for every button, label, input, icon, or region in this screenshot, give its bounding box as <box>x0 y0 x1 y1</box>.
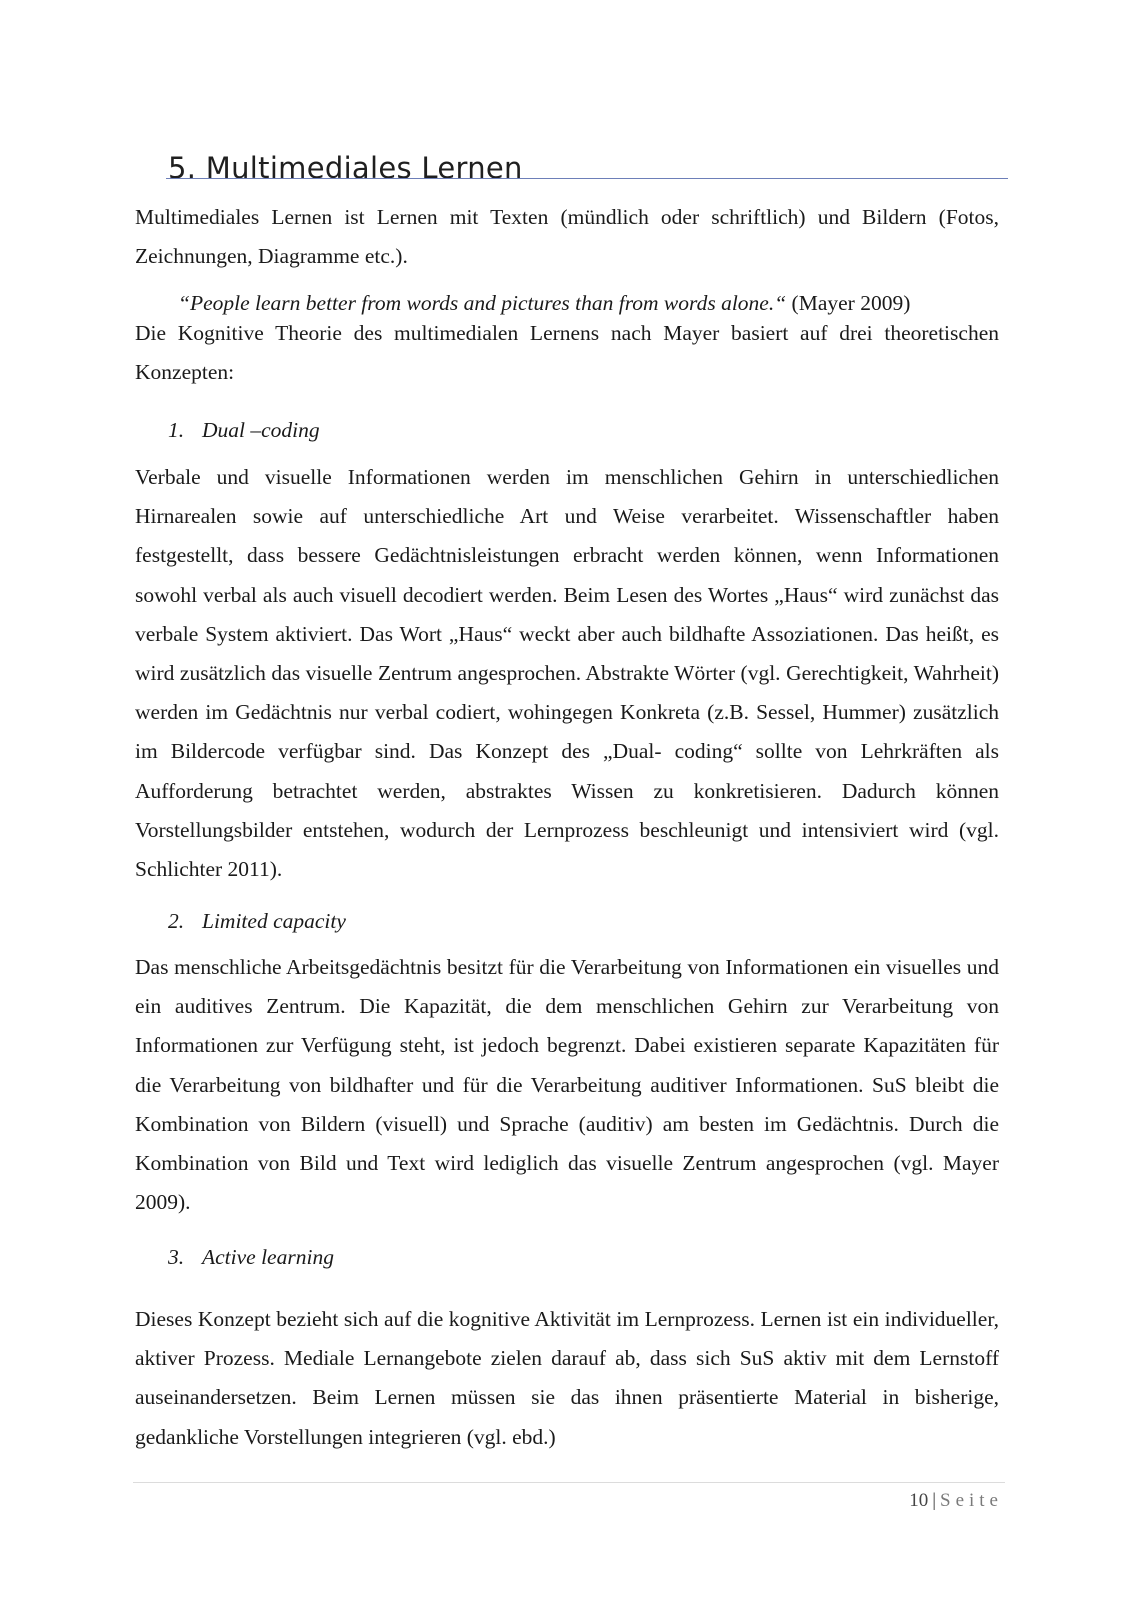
concept-heading-dual-coding <box>168 415 320 445</box>
footer-separator: | <box>932 1490 936 1511</box>
page-footer <box>909 1490 1003 1512</box>
intro-paragraph: Multimediales Lernen ist Lernen mit Texten (mündlich oder schriftlich) und Bildern (Fotos, Zeichnungen, Diagramme etc.). <box>135 205 999 269</box>
theory-paragraph: Die Kognitive Theorie des multimedialen Lernens nach Mayer basiert auf drei theoretischen Konzepten: <box>135 321 999 385</box>
quote-text: “People learn better from words and pictures than from words alone.“ <box>178 291 787 315</box>
concept-number: 1. <box>168 418 185 442</box>
concept-title: Limited capacity <box>202 909 346 933</box>
footer-divider <box>133 1482 1005 1483</box>
page-label: Seite <box>940 1490 1003 1511</box>
concept-heading-active-learning <box>168 1242 334 1272</box>
concept-title: Dual –coding <box>202 418 320 442</box>
section-title: 5. Multimediales Lernen <box>168 151 523 186</box>
concept-title: Active learning <box>202 1245 334 1269</box>
concept-heading-limited-capacity <box>168 906 346 936</box>
concept-text-limited-capacity: Das menschliche Arbeitsgedächtnis besitzt für die Verarbeitung von Informationen ein visuelles und ein auditives Zentrum. Die Kapazität, die dem menschlichen Gehirn zur Verarbeitung von Informationen zur Verfügung steht, ist jedoch begrenzt. Dabei existieren separate Kapazitäten für die Verarbeitung von bildhafter und für die Verarbeitung auditiver Informationen. SuS bleibt die Kombination von Bildern (visuell) und Sprache (auditiv) am besten im Gedächtnis. Durch die Kombination von Bild und Text wird lediglich das visuelle Zentrum angesprochen (vgl. Mayer 2009). <box>135 955 999 1215</box>
concept-text-dual-coding: Verbale und visuelle Informationen werden im menschlichen Gehirn in unterschiedlichen Hirnarealen sowie auf unterschiedliche Art und Weise verarbeitet. Wissenschaftler haben festgestellt, dass bessere Gedächtnisleistungen erbracht werden können, wenn Informationen sowohl verbal als auch visuell decodiert werden. Beim Lesen des Wortes „Haus“ wird zunächst das verbale System aktiviert. Das Wort „Haus“ weckt aber auch bildhafte Assoziationen. Das heißt, es wird zusätzlich das visuelle Zentrum angesprochen. Abstrakte Wörter (vgl. Gerechtigkeit, Wahrheit) werden im Gedächtnis nur verbal codiert, wohingegen Konkreta (z.B. Sessel, Hummer) zusätzlich im Bildercode verfügbar sind. Das Konzept des „Dual- coding“ sollte von Lehrkräften als Aufforderung betrachtet werden, abstraktes Wissen zu konkretisieren. Dadurch können Vorstellungsbilder entstehen, wodurch der Lernprozess beschleunigt und intensiviert wird (vgl. Schlichter 2011). <box>135 465 999 882</box>
page-number: 10 <box>909 1490 929 1511</box>
concept-number: 3. <box>168 1245 185 1269</box>
concept-number: 2. <box>168 909 185 933</box>
title-underline <box>166 178 1008 179</box>
concept-text-active-learning: Dieses Konzept bezieht sich auf die kognitive Aktivität im Lernprozess. Lernen ist ein individueller, aktiver Prozess. Mediale Lernangebote zielen darauf ab, dass sich SuS aktiv mit dem Lernstoff auseinandersetzen. Beim Lernen müssen sie das ihnen präsentierte Material in bisherige, gedankliche Vorstellungen integrieren (vgl. ebd.) <box>135 1307 999 1449</box>
quote-source: (Mayer 2009) <box>791 291 911 315</box>
